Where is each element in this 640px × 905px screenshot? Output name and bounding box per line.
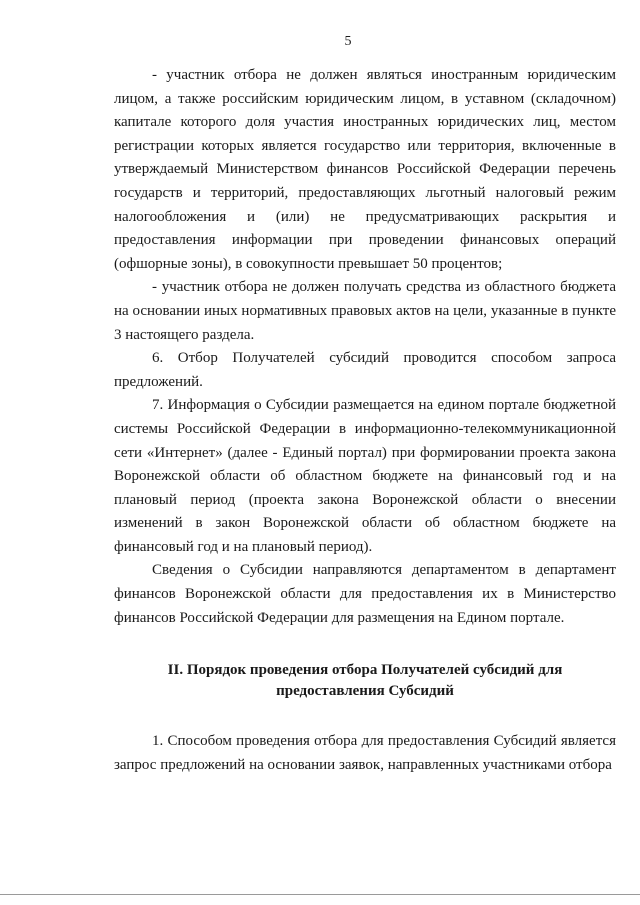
section-heading-line-1: II. Порядок проведения отбора Получателей субсидий для: [167, 662, 563, 679]
paragraph-regional-budget-condition: - участник отбора не должен получать средства из областного бюджета на основании иных нормативных правовых актов на цели, указанные в пункте 3 настоящего раздела.: [114, 279, 616, 343]
section-heading: [114, 660, 616, 702]
paragraph-foreign-entity-condition: - участник отбора не должен являться иностранным юридическим лицом, а также российским юридическим лицом, в уставном (складочном) капитале которого доля участия иностранных юридических лиц, местом регистрации которых является государство или территория, включенные в утверждаемый Министерством финансов Российской Федерации перечень государств и территорий, предоставляющих льготный налоговый режим налогообложения и (или) не предусматривающих раскрытия и предоставления информации при проведении финансовых операций (офшорные зоны), в совокупности превышает 50 процентов;: [114, 67, 616, 272]
footer-divider: [0, 894, 640, 895]
page-number: 5: [344, 34, 352, 49]
section-heading-line-2: предоставления Субсидий: [276, 683, 454, 700]
paragraph-item-6: 6. Отбор Получателей субсидий проводится способом запроса предложений.: [114, 350, 616, 390]
paragraph-section2-item-1: 1. Способом проведения отбора для предоставления Субсидий является запрос предложений на основании заявок, направленных участниками отбора: [114, 733, 616, 773]
paragraph-item-7: 7. Информация о Субсидии размещается на едином портале бюджетной системы Российской Федерации в информационно-телекоммуникационной сети «Интернет» (далее - Единый портал) при формировании проекта закона Воронежской области об областном бюджете на финансовый год и на плановый период (проекта закона Воронежской области о внесении изменений в закон Воронежской области об областном бюджете на финансовый год и на плановый период).: [114, 397, 616, 555]
document-body: [114, 64, 616, 777]
paragraph-subsidy-info: Сведения о Субсидии направляются департаментом в департамент финансов Воронежской области для предоставления их в Министерство финансов Российской Федерации для размещения на Едином портале.: [114, 562, 616, 626]
